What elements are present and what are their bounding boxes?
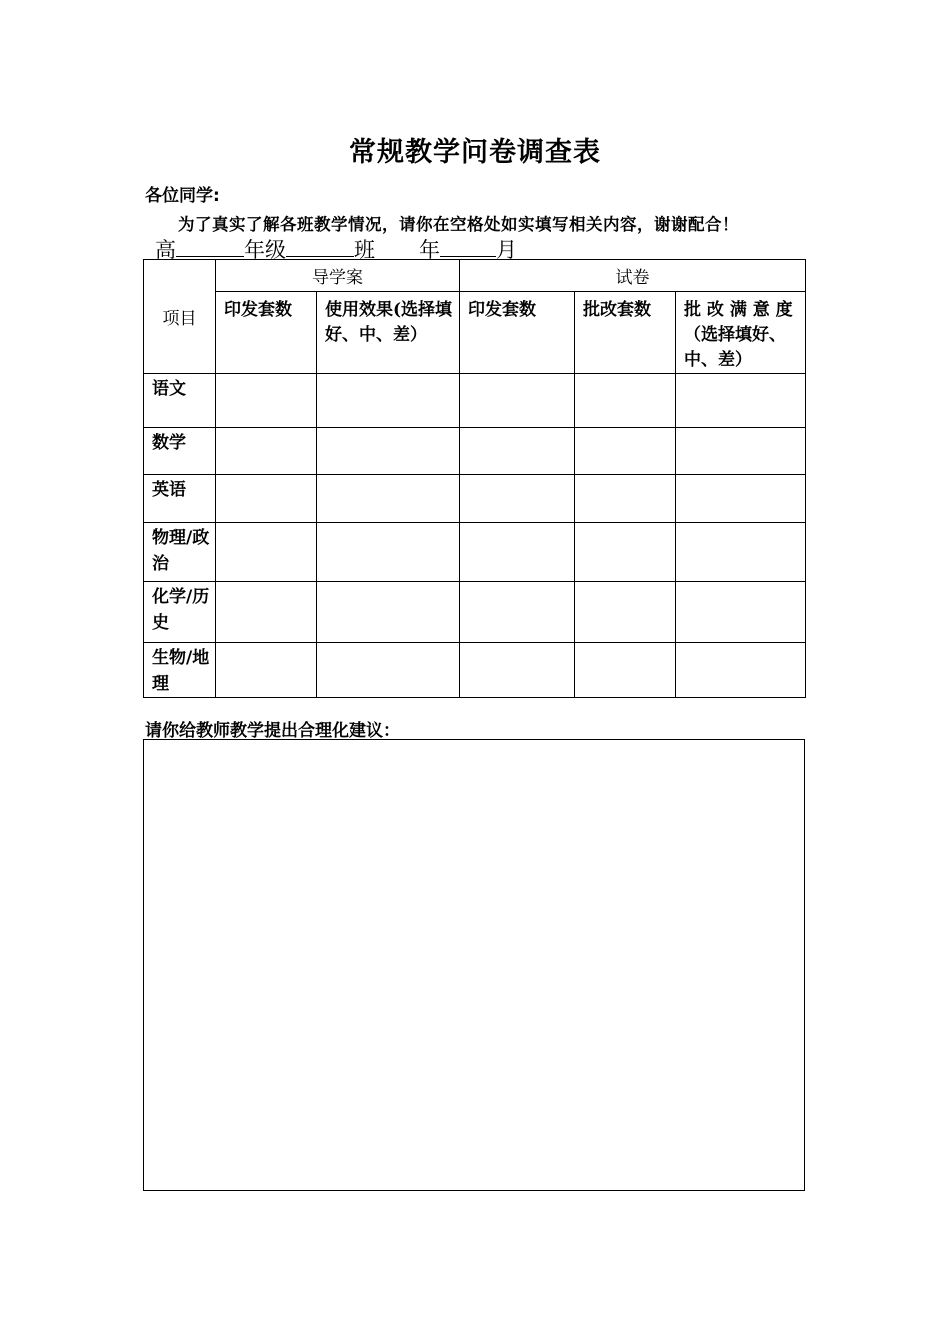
input-cell[interactable] — [460, 582, 575, 643]
suggestion-label: 请你给教师教学提出合理化建议： — [145, 721, 400, 741]
input-cell[interactable] — [216, 523, 317, 582]
subheader-grading-count: 批改套数 — [575, 292, 676, 374]
input-cell[interactable] — [216, 582, 317, 643]
input-cell[interactable] — [216, 475, 317, 523]
input-cell[interactable] — [317, 374, 460, 428]
row-label: 英语 — [144, 475, 216, 523]
input-cell[interactable] — [216, 374, 317, 428]
input-cell[interactable] — [575, 428, 676, 475]
greeting: 各位同学: — [145, 186, 220, 206]
input-cell[interactable] — [216, 428, 317, 475]
row-label: 数学 — [144, 428, 216, 475]
input-cell[interactable] — [676, 523, 806, 582]
row-label: 化学/历史 — [144, 582, 216, 643]
input-cell[interactable] — [575, 643, 676, 698]
survey-table — [143, 259, 806, 698]
group-daoxuean: 导学案 — [216, 260, 460, 292]
input-cell[interactable] — [575, 374, 676, 428]
input-cell[interactable] — [460, 523, 575, 582]
month-label: 月 — [496, 238, 517, 262]
grade-label: 年级 — [244, 238, 286, 262]
input-cell[interactable] — [575, 523, 676, 582]
gao-label: 高 — [155, 238, 176, 262]
input-cell[interactable] — [216, 643, 317, 698]
input-cell[interactable] — [317, 475, 460, 523]
input-cell[interactable] — [317, 523, 460, 582]
suggestion-box[interactable] — [143, 739, 805, 1191]
row-label: 生物/地理 — [144, 643, 216, 698]
group-shijuan: 试卷 — [460, 260, 806, 292]
input-cell[interactable] — [317, 428, 460, 475]
input-cell[interactable] — [575, 475, 676, 523]
subheader-usage-effect: 使用效果(选择填好、中、差） — [317, 292, 460, 374]
gao-blank[interactable] — [176, 236, 244, 257]
input-cell[interactable] — [460, 374, 575, 428]
input-cell[interactable] — [676, 582, 806, 643]
row-label: 物理/政治 — [144, 523, 216, 582]
input-cell[interactable] — [460, 643, 575, 698]
input-cell[interactable] — [676, 643, 806, 698]
subheader-print-count: 印发套数 — [216, 292, 317, 374]
ban-label: 班 — [354, 238, 375, 262]
input-cell[interactable] — [676, 475, 806, 523]
input-cell[interactable] — [676, 374, 806, 428]
input-cell[interactable] — [575, 582, 676, 643]
subheader-print-count-2: 印发套数 — [460, 292, 575, 374]
page-title: 常规教学问卷调查表 — [349, 137, 601, 168]
row-label: 语文 — [144, 374, 216, 428]
input-cell[interactable] — [317, 582, 460, 643]
grade-blank[interactable] — [286, 236, 354, 257]
input-cell[interactable] — [317, 643, 460, 698]
year-label: 年 — [419, 238, 440, 262]
subheader-grading-satisfaction: 批 改 满 意 度（选择填好、中、差） — [676, 292, 806, 374]
input-cell[interactable] — [676, 428, 806, 475]
intro-text: 为了真实了解各班教学情况，请你在空格处如实填写相关内容，谢谢配合！ — [178, 215, 739, 234]
input-cell[interactable] — [460, 428, 575, 475]
input-cell[interactable] — [460, 475, 575, 523]
item-header: 项目 — [144, 260, 216, 374]
year-blank[interactable] — [440, 236, 496, 257]
